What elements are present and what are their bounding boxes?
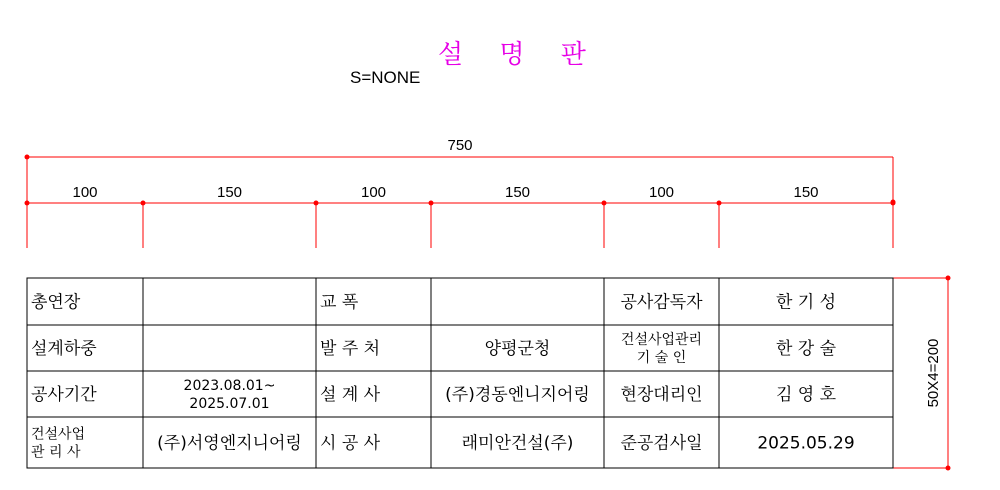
cell-r1-c6: [776, 292, 836, 313]
cell-r2-c3: [320, 338, 380, 359]
cell-line: 2023.08.01~: [183, 378, 276, 395]
cell-line: 양평군청: [484, 339, 551, 360]
cell-line: 공사기간: [31, 385, 97, 406]
dim-label-total: 750: [447, 137, 473, 154]
cell-line: 설 계 사: [320, 385, 381, 406]
dim-tick-end: [891, 200, 896, 205]
dim-label-segment-2: 150: [216, 184, 243, 201]
cell-r4-c6: [757, 434, 854, 454]
cell-line: 관 리 사: [31, 444, 81, 461]
cell-r3-c1: [31, 384, 97, 405]
cell-line: (주)경동엔니지어링: [445, 385, 590, 406]
cell-r3-c6: [776, 385, 837, 405]
cell-line: 총연장: [31, 292, 81, 313]
cell-r1-c3: [320, 293, 359, 313]
cell-r3-c4: [445, 384, 590, 405]
cell-r2-c4: [485, 338, 551, 359]
dim-tick-0: [25, 201, 30, 206]
cell-line: 발 주 처: [320, 339, 381, 360]
cell-r4-c4: [462, 433, 574, 454]
cell-r2-c1: [31, 338, 97, 359]
vdim-tick-top: [946, 276, 951, 281]
cell-r3-c5: [620, 384, 702, 405]
cell-r2-c6: [776, 338, 837, 359]
dim-label-segment-4: 150: [504, 184, 531, 201]
dim-label-segment-6: 150: [793, 184, 819, 201]
cell-line: 설계하중: [31, 339, 97, 360]
dim-label-segment-5: 100: [648, 184, 675, 201]
cell-line: 2025.07.01: [189, 396, 270, 413]
cell-line: 2025.05.29: [757, 433, 855, 454]
cell-r3-c3: [320, 384, 381, 405]
dim-tick-3: [429, 201, 434, 206]
cell-line: 교 폭: [320, 292, 359, 313]
cell-r1-c5: [620, 292, 703, 313]
cell-r3-c2: [184, 378, 276, 412]
sign-title: 설 명 판: [438, 40, 600, 70]
dim-label-segment-3: 100: [360, 184, 387, 201]
cell-line: 기 술 인: [636, 350, 687, 367]
cell-r4-c2: [157, 433, 302, 454]
cell-line: 준공검사일: [620, 433, 703, 454]
dim-tick-4: [602, 201, 607, 206]
cell-line: 김 영 호: [775, 385, 837, 406]
cell-line: 공사감독자: [620, 292, 703, 313]
cell-line: 한 기 성: [775, 292, 837, 313]
cell-line: (주)서영엔지니어링: [157, 433, 302, 454]
cell-line: 래미안건설(주): [461, 433, 574, 454]
dim-tick-1: [141, 201, 146, 206]
vdim-label: 50X4=200: [925, 338, 942, 408]
cell-r1-c1: [31, 292, 81, 313]
vdim-tick-bottom: [946, 466, 951, 471]
cell-line: 건설사업: [31, 426, 86, 443]
info-table: [27, 278, 893, 468]
dim-tick-5: [717, 201, 722, 206]
scale-label: S=NONE: [350, 68, 421, 87]
cell-line: 현장대리인: [620, 385, 703, 406]
cell-r4-c1: [31, 426, 85, 461]
cell-line: 건설사업관리: [620, 332, 703, 349]
cell-r4-c5: [620, 433, 702, 454]
cell-r2-c5: [621, 331, 702, 366]
dim-tick-total-start: [25, 155, 30, 160]
cell-r4-c3: [320, 433, 381, 454]
cell-line: 한 강 술: [775, 339, 837, 360]
dim-tick-2: [314, 201, 319, 206]
cell-line: 시 공 사: [320, 433, 381, 454]
dim-label-segment-1: 100: [72, 184, 98, 201]
